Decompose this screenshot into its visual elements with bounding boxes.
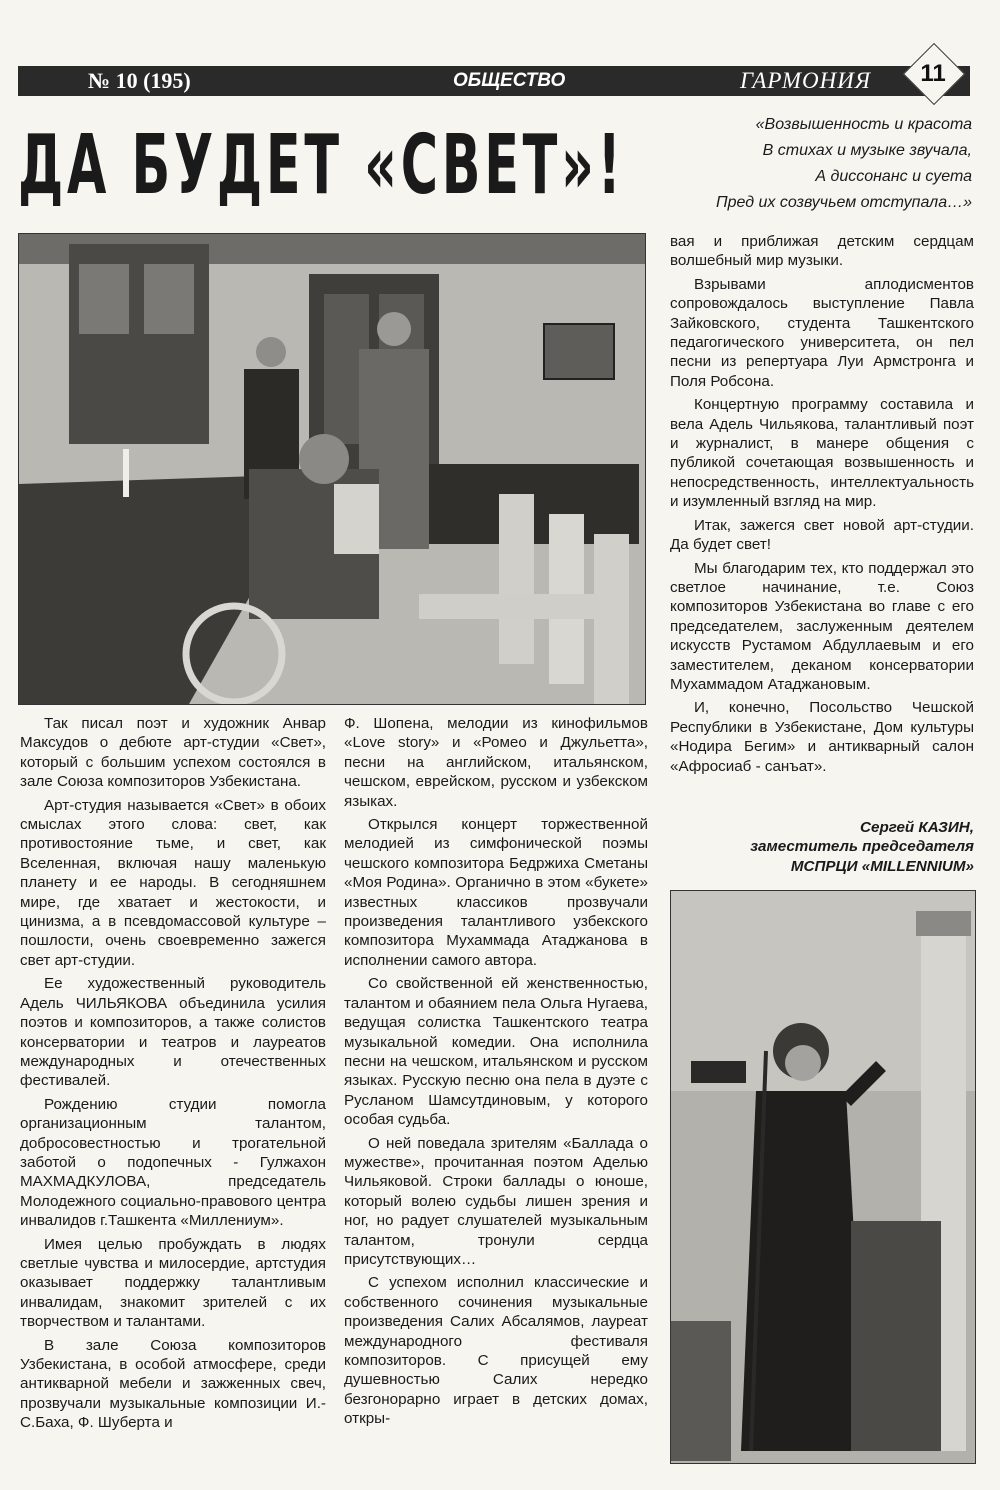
paragraph: Ф. Шопена, мелодии из кинофильмов «Love story» и «Ромео и Джульетта», песни на английском, итальянском, чешском, еврейском, русском и узбекском языках. xyxy=(344,715,648,810)
author-signature xyxy=(670,818,974,876)
paragraph: Со свойственной ей женственностью, талантом и обаянием пела Ольга Нугаева, ведущая солистка Ташкентского театра музыкальной комедии. Она исполнила песни на чешском, итальянском и русском языках. Русскую песню она пела в дуэте с Русланом Шамсутдиновым, у которого особая судьба. xyxy=(344,975,648,1129)
author-title: заместитель председателя xyxy=(750,838,974,856)
epigraph-line: А диссонанс и суета xyxy=(815,168,972,185)
article-column-left xyxy=(20,714,326,1433)
epigraph xyxy=(652,112,972,216)
article-headline: ДА БУДЕТ «СВЕТ»! xyxy=(18,118,625,213)
paragraph: Так писал поэт и художник Анвар Максудов о дебюте арт-студии «Свет», который с большим успехом состоялся в зале Союза композиторов Узбекистана. xyxy=(20,715,326,791)
epigraph-line: «Возвышенность и красота xyxy=(755,116,972,133)
paragraph: И, конечно, Посольство Чешской Республики в Узбекистане, Дом культуры «Нодира Бегим» и антикварный салон «Афросиаб - санъат». xyxy=(670,699,974,775)
paragraph: Арт-студия называется «Свет» в обоих смыслах этого слова: свет, как противостояние тьме, и свет, как Вселенная, включая нашу маленькую планету и ее народы. В сегодняшнем мире, где хватает и жестокости, и цинизма, а в псевдомассовой культуре – пошлости, очень своевременно зажегся свет арт-студии. xyxy=(20,796,326,969)
paragraph: О ней поведала зрителям «Баллада о мужестве», прочитанная поэтом Аделью Чильяковой. Строки баллады о юноше, который волею судьбы лишен зрения и ног, но радует слушателей музыкальным талантом, тронули сердца присутствующих… xyxy=(344,1134,648,1268)
paragraph: Имея целью пробуждать в людях светлые чувства и милосердие, артстудия оказывает поддержку талантливым инвалидам, знакомит зрителей с их творчеством и талантами. xyxy=(20,1235,326,1331)
paragraph: вая и приближая детским сердцам волшебный мир музыки. xyxy=(670,233,974,270)
paragraph: Рождению студии помогла организационным талантом, добросовестностью и трогательной заботой о подопечных - Гулжахон МАХМАДКУЛОВА, председатель Молодежного социально-правового центра инвалидов г.Ташкента «Миллениум». xyxy=(20,1095,326,1230)
epigraph-line: Пред их созвучьем отступала…» xyxy=(715,194,972,211)
paragraph: Мы благодарим тех, кто поддержал это светлое начинание, т.е. Союз композиторов Узбекистана во главе с его председателем, заслуженным деятелем искусств Рустамом Абдуллаевым и его заместителем, деканом консерватории Мухаммадом Атаджановым. xyxy=(670,559,974,693)
paragraph: Открылся концерт торжественной мелодией из симфонической поэмы чешского композитора Бедржиха Сметаны «Моя Родина». Органично в этом «букете» известных классиков прозвучали произведения талантливого узбекского композитора Мухаммада Атаджанова в исполнении самого автора. xyxy=(344,816,648,969)
paragraph: С успехом исполнил классические и собственного сочинения музыкальные произведения Салих Абсалямов, лауреат международного фестиваля композиторов. С присущей ему душевностью Салих нередко безгонорарно играет в детских домах, откры- xyxy=(344,1274,648,1428)
article-column-middle xyxy=(344,714,648,1429)
page-number: 11 xyxy=(920,60,946,87)
author-name: Сергей КАЗИН, xyxy=(860,819,974,836)
page-header-bar xyxy=(18,66,970,96)
paragraph: Ее художественный руководитель Адель ЧИЛЬЯКОВА объединила усилия поэтов и композиторов, а также солистов консерватории и театров и лауреатов международных и отечественных фестивалей. xyxy=(20,975,326,1090)
singer-photo xyxy=(670,890,976,1464)
paragraph: В зале Союза композиторов Узбекистана, в особой атмосфере, среди антикварной мебели и зажженных свеч, прозвучали музыкальные композиции И.-С.Баха, Ф. Шуберта и xyxy=(20,1336,326,1432)
paragraph: Концертную программу составила и вела Адель Чильякова, талантливый поэт и журналист, в манере общения с публикой сочетающая возвышенность и непосредственность, интеллектуальность и изумленный взгляд на мир. xyxy=(670,396,974,511)
concert-photo xyxy=(18,233,646,705)
paragraph: Взрывами аплодисментов сопровождалось выступление Павла Зайковского, студента Ташкентского педагогического университета, он пел песни из репертуара Луи Армстронга и Поля Робсона. xyxy=(670,275,974,390)
section-title: ОБЩЕСТВО xyxy=(453,70,566,91)
author-organization: МСПРЦИ «MILLENNIUM» xyxy=(790,857,974,875)
article-column-right xyxy=(670,232,974,776)
epigraph-line: В стихах и музыке звучала, xyxy=(762,142,972,159)
issue-number: № 10 (195) xyxy=(88,68,191,93)
paragraph: Итак, зажегся свет новой арт-студии. Да будет свет! xyxy=(670,516,974,554)
newspaper-brand: ГАРМОНИЯ xyxy=(740,68,871,93)
